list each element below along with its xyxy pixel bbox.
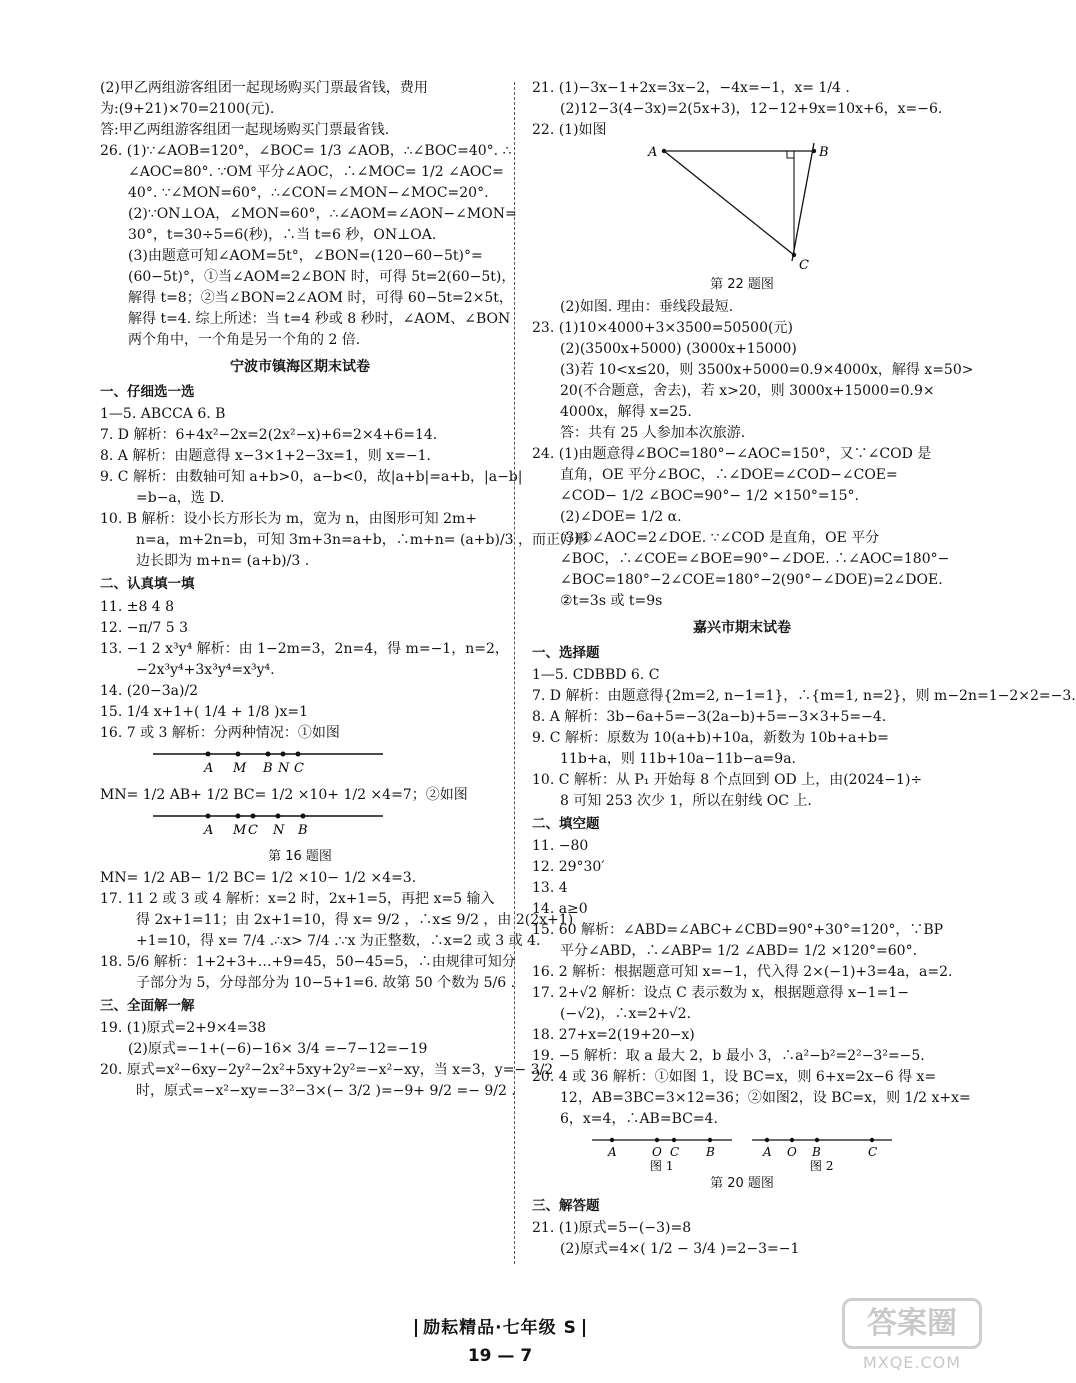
text-line: 14. a≥0 — [532, 901, 588, 917]
text-line: 时，原式=−x²−xy=−3²−3×(− 3/2 )=−9+ 9/2 =− 9/2 . — [136, 1083, 516, 1100]
text-line: 14. (20−3a)/2 — [100, 682, 199, 699]
point-label: C — [799, 258, 809, 273]
text-line: 13. −1 2 x³y⁴ 解析：由 1−2m=3，2n=4，得 m=−1，n=2， — [100, 640, 509, 657]
text-line: 17. 2+√2 解析：设点 C 表示数为 x，根据题意得 x−1=1− — [532, 985, 909, 1001]
text-line: ∠BOC=180°−2∠COE=180°−2(90°−∠DOE)=2∠DOE. — [560, 571, 943, 588]
figure-20 — [582, 1132, 902, 1172]
section-heading: 三、全面解一解 — [100, 998, 195, 1014]
text-line: ∠AOC=80°. ∵OM 平分∠AOC，∴∠MOC= 1/2 ∠AOC= — [128, 164, 504, 180]
watermark-text: 答案圈 — [842, 1298, 982, 1349]
text-line: 21. (1)原式=5−(−3)=8 — [532, 1219, 692, 1236]
point-label: C — [248, 822, 258, 838]
text-line: 15. 1/4 x+1+( 1/4 + 1/8 )x=1 — [100, 703, 309, 720]
choice-answers — [100, 404, 589, 572]
text-line: (2)甲乙两组游客组团一起现场购买门票最省钱，费用 — [100, 80, 428, 96]
text-line: (2)原式=4×( 1/2 − 3/4 )=2−3=−1 — [560, 1240, 800, 1257]
point-label: B — [298, 822, 308, 838]
text-line: 20. 原式=x²−6xy−2y²−2x²+5xy+2y²=−x²−xy，当 x=3，y=− 3/2 — [100, 1062, 554, 1079]
brand-bar-right — [583, 1319, 585, 1337]
point-label: A — [648, 145, 658, 160]
text-line: 20(不合题意，舍去)，若 x>20，则 3000x+15000=0.9× — [560, 382, 935, 399]
fill-answers — [100, 597, 509, 744]
text-line: 24. (1)由题意得∠BOC=180°−∠AOC=150°，又∵∠COD 是 — [532, 445, 932, 462]
text-line: 40°. ∵∠MON=60°，∴∠CON=∠MON−∠MOC=20°. — [128, 185, 489, 201]
text-line: 12. −π/7 5 3 — [100, 619, 188, 636]
figure-16-line-1 — [148, 746, 388, 776]
text-line: 19. (1)原式=2+9×4=38 — [100, 1020, 267, 1037]
point-label: B — [706, 1145, 715, 1159]
text-line: 7. D 解析：由题意得{2m=2, n−1=1}，∴{m=1, n=2}，则 m−2n=1−2×2=−3. — [532, 687, 1076, 704]
text-line: 11b+a，则 11b+10a−11b−a=9a. — [560, 750, 796, 767]
point-label: A — [608, 1145, 617, 1159]
point-label: C — [868, 1145, 878, 1159]
text-line: 解得 t=4. 综上所述：当 t=4 秒或 8 秒时，∠AOM、∠BON — [128, 311, 511, 327]
figure-caption: 第 20 题图 — [710, 1176, 774, 1191]
text-line: 21. (1)−3x−1+2x=3x−2，−4x=−1，x= 1/4 . — [532, 80, 850, 96]
text-line: +1=10，得 x= 7/4 .∴x> 7/4 .∵x 为正整数，∴x=2 或 3 或 4. — [136, 933, 541, 949]
point-label: O — [787, 1145, 797, 1159]
text-line: 16. 7 或 3 解析：分两种情况：①如图 — [100, 724, 340, 741]
solve-answers — [532, 1218, 952, 1260]
point-label: A — [763, 1145, 772, 1159]
text-line: 12，AB=3BC=3×12=36；②如图2，设 BC=x，则 1/2 x+x= — [560, 1090, 971, 1106]
text-line: 11. −80 — [532, 838, 589, 854]
watermark-site: MXQE.COM — [862, 1353, 962, 1372]
point-label: N — [278, 760, 290, 776]
text-line: 1—5. CDBBD 6. C — [532, 666, 660, 683]
text-line: 20. 4 或 36 解析：①如图 1，设 BC=x，则 6+x=2x−6 得 x= — [532, 1069, 937, 1085]
text-line: −2x³y⁴+3x³y⁴=x³y⁴. — [136, 661, 275, 678]
text-line: (−√2)，∴x=2+√2. — [560, 1006, 692, 1022]
text-line: (3)若 10<x≤20，则 3500x+5000=0.9×4000x，解得 x=50> — [560, 361, 974, 378]
text-line: 10. B 解析：设小长方形长为 m，宽为 n，由图形可知 2m+ — [100, 511, 478, 528]
right-column — [532, 78, 1076, 1260]
text-line: 平分∠ABD，∴∠ABP= 1/2 ∠ABD= 1/2 ×120°=60°. — [560, 943, 918, 959]
text-line: =b−a，选 D. — [136, 490, 225, 507]
text-line: 6，x=4，∴AB=BC=4. — [560, 1111, 718, 1127]
section-heading: 一、选择题 — [532, 644, 600, 661]
point-label: C — [670, 1145, 680, 1159]
brand-bar-left — [415, 1319, 417, 1337]
point-label: M — [233, 760, 247, 776]
text-line: 9. C 解析：由数轴可知 a+b>0，a−b<0，故|a+b|=a+b，|a−b| — [100, 469, 523, 486]
text-line: 11. ±8 4 8 — [100, 598, 175, 615]
text-line: (2)(3500x+5000) (3000x+15000) — [560, 340, 797, 357]
text-line: (2)∵ON⊥OA，∠MON=60°，∴∠AOM=∠AON−∠MON= — [128, 206, 517, 222]
text-line: 12. 29°30′ — [532, 859, 605, 875]
text-line: 两个角中，一个角是另一个角的 2 倍. — [128, 332, 361, 348]
text-line: 10. C 解析：从 P₁ 开始每 8 个点回到 OD 上，由(2024−1)÷ — [532, 771, 923, 788]
question-26 — [100, 141, 517, 351]
text-line: 4000x，解得 x=25. — [560, 403, 692, 420]
text-line: 26. (1)∵∠AOB=120°，∠BOC= 1/3 ∠AOB，∴∠BOC=40°. ∴ — [100, 143, 512, 159]
text-line: 8. A 解析：3b−6a+5=−3(2a−b)+5=−3×3+5=−4. — [532, 708, 887, 725]
text-line: 8 可知 253 次少 1，所以在射线 OC 上. — [560, 792, 812, 809]
text-line: (2)∠DOE= 1/2 α. — [560, 508, 682, 525]
point-label: A — [204, 822, 214, 838]
figure-22 — [642, 143, 842, 273]
point-label: C — [294, 760, 304, 776]
point-label: B — [819, 145, 829, 160]
figure-16-line-2 — [148, 808, 388, 838]
text-line: 13. 4 — [532, 880, 568, 896]
previous-answer-tail — [100, 78, 500, 141]
point-label: A — [204, 760, 214, 776]
section-heading: 一、仔细选一选 — [100, 384, 195, 400]
text-line: 22. (1)如图 — [532, 122, 607, 138]
text-line: 30°，t=30÷5=6(秒)，∴当 t=6 秒，ON⊥OA. — [128, 227, 437, 243]
text-line: 16. 2 解析：根据题意可知 x=−1，代入得 2×(−1)+3=4a，a=2. — [532, 964, 953, 980]
figure-caption: 第 16 题图 — [268, 848, 332, 864]
text-line: ∠BOC，∴∠COE=∠BOE=90°−∠DOE. ∴∠AOC=180°− — [560, 550, 950, 567]
text-line: (2)如图. 理由：垂线段最短. — [560, 298, 734, 315]
text-line: 15. 60 解析：∠ABD=∠ABC+∠CBD=90°+30°=120°，∵BP — [532, 922, 944, 938]
text-line: 9. C 解析：原数为 10(a+b)+10a，新数为 10b+a+b= — [532, 729, 889, 746]
text-line: (2)12−3(4−3x)=2(5x+3)，12−12+9x=10x+6，x=−6. — [560, 101, 943, 117]
fill-answers — [532, 836, 971, 1130]
exam-title-jiaxing: 嘉兴市期末试卷 — [693, 619, 791, 636]
point-label: O — [652, 1145, 662, 1159]
text-line: 8. A 解析：由题意得 x−3×1+2−3x=1，则 x=−1. — [100, 448, 431, 465]
text-line: 答：共有 25 人参加本次旅游. — [560, 424, 746, 441]
text-line: (3)①∠AOC=2∠DOE. ∵∠COD 是直角，OE 平分 — [560, 529, 880, 546]
choice-answers — [532, 665, 1076, 812]
brand-text: 励耘精品·七年级 S — [423, 1318, 577, 1338]
text-line: 边长即为 m+n= (a+b)/3 . — [136, 553, 310, 570]
text-line: (2)原式=−1+(−6)−16× 3/4 =−7−12=−19 — [128, 1041, 428, 1058]
solve-answers — [100, 1018, 554, 1102]
questions-21-22 — [532, 78, 952, 141]
text-line: (60−5t)°，①当∠AOM=2∠BON 时，可得 5t=2(60−5t)， — [128, 269, 516, 285]
questions-22-24 — [532, 297, 974, 612]
watermark-logo — [842, 1298, 982, 1372]
text-line: 17. 11 2 或 3 或 4 解析：x=2 时，2x+1=5，再把 x=5 输入 — [100, 891, 495, 907]
text-line: 23. (1)10×4000+3×3500=50500(元) — [532, 319, 793, 336]
text-line: ∠COD− 1/2 ∠BOC=90°− 1/2 ×150°=15°. — [560, 487, 859, 504]
text-line: 19. −5 解析：取 a 最大 2，b 最小 3，∴a²−b²=2²−3²=−5. — [532, 1048, 925, 1064]
text-line: 子部分为 5，分母部分为 10−5+1=6. 故第 50 个数为 5/6 . — [136, 975, 516, 991]
section-heading: 二、填空题 — [532, 815, 600, 832]
text-line: MN= 1/2 AB+ 1/2 BC= 1/2 ×10+ 1/2 ×4=7；②如图 — [100, 786, 468, 803]
text-line: ②t=3s 或 t=9s — [560, 592, 663, 609]
text-line: 18. 5/6 解析：1+2+3+…+9=45，50−45=5，∴由规律可知分 — [100, 954, 516, 970]
figure-sub-caption: 图 1 — [650, 1159, 674, 1173]
point-label: N — [273, 822, 285, 838]
text-line: 答:甲乙两组游客组团一起现场购买门票最省钱. — [100, 122, 390, 138]
section-heading: 二、认真填一填 — [100, 576, 195, 593]
text-line: 直角，OE 平分∠BOC，∴∠DOE=∠COD−∠COE= — [560, 466, 898, 483]
figure-caption: 第 22 题图 — [710, 277, 774, 292]
exam-title-zhenhai: 宁波市镇海区期末试卷 — [230, 359, 370, 375]
text-line: (3)由题意可知∠AOM=5t°，∠BON=(120−60−5t)°= — [128, 248, 483, 264]
section-heading: 三、解答题 — [532, 1197, 600, 1214]
text-line: 1—5. ABCCA 6. B — [100, 406, 226, 423]
figure-sub-caption: 图 2 — [810, 1159, 834, 1173]
point-label: B — [812, 1145, 821, 1159]
text-line: 18. 27+x=2(19+20−x) — [532, 1027, 695, 1043]
text-line: 7. D 解析：6+4x²−2x=2(2x²−x)+6=2×4+6=14. — [100, 427, 438, 444]
point-label: B — [263, 760, 273, 776]
text-line: 为:(9+21)×70=2100(元). — [100, 101, 275, 117]
point-label: M — [233, 822, 247, 838]
text-line: n=a，m+2n=b，可知 3m+3n=a+b，∴m+n= (a+b)/3 ，而正方形 — [136, 532, 589, 549]
page-number: 19 — 7 — [467, 1346, 533, 1366]
text-line: 解得 t=8；②当∠BON=2∠AOM 时，可得 60−5t=2×5t， — [128, 290, 513, 306]
text-line: MN= 1/2 AB− 1/2 BC= 1/2 ×10− 1/2 ×4=3. — [100, 870, 417, 886]
text-line: 得 2x+1=11；由 2x+1=10，得 x= 9/2 ，∴x≤ 9/2 ，由 2(2x+1) — [136, 912, 574, 928]
